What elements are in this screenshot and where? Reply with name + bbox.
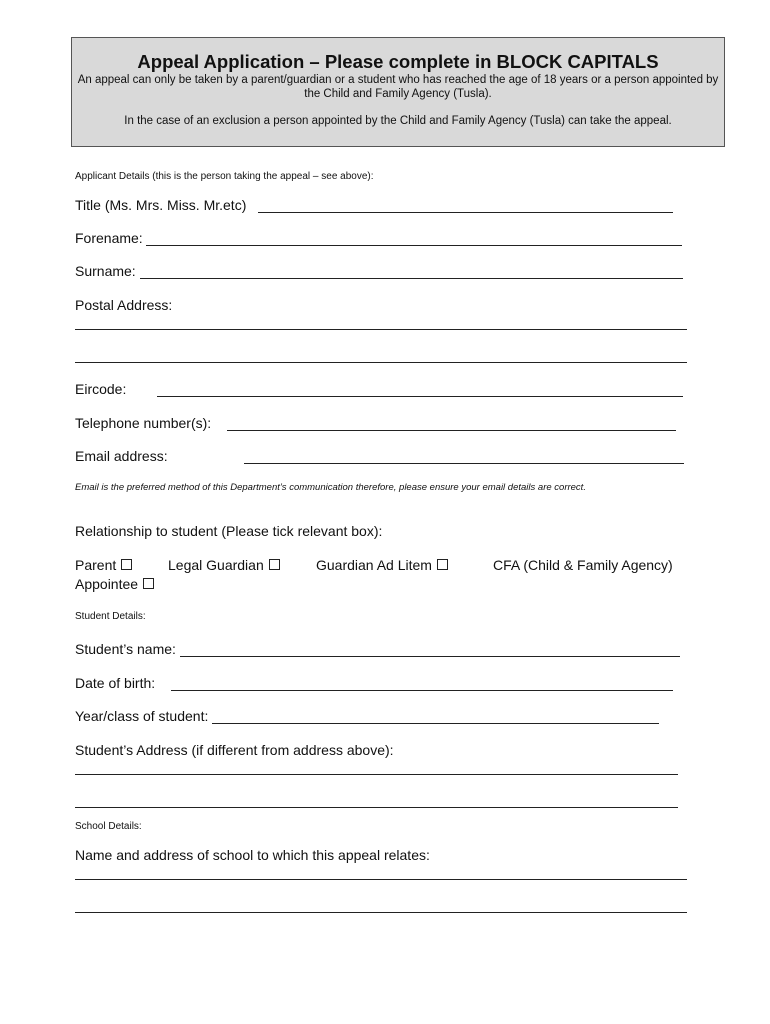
eligibility-text: An appeal can only be taken by a parent/guardian or a student who has reached the age of 18 years or a person appointed by the Child and Family Agency (Tusla). bbox=[77, 74, 719, 100]
email-input-line[interactable] bbox=[244, 463, 684, 464]
exclusion-text: In the case of an exclusion a person appointed by the Child and Family Agency (Tusla) can take the appeal. bbox=[124, 115, 672, 127]
student-address-line-2[interactable] bbox=[75, 807, 678, 808]
date-of-birth-input-line[interactable] bbox=[171, 690, 673, 691]
option-guardian-ad-litem-label: Guardian Ad Litem bbox=[316, 557, 432, 573]
forename-label: Forename: bbox=[75, 230, 143, 246]
option-legal-guardian[interactable] bbox=[168, 557, 280, 573]
surname-input-line[interactable] bbox=[140, 278, 683, 279]
form-header bbox=[71, 37, 725, 147]
option-cfa-label: CFA (Child & Family Agency) bbox=[493, 557, 673, 573]
postal-address-label-row bbox=[75, 297, 172, 313]
student-address-label-row bbox=[75, 742, 394, 758]
year-class-label: Year/class of student: bbox=[75, 708, 209, 724]
eircode-input-line[interactable] bbox=[157, 396, 683, 397]
title-field bbox=[75, 197, 673, 213]
option-parent-label: Parent bbox=[75, 557, 117, 573]
forename-field bbox=[75, 230, 682, 246]
student-name-input-line[interactable] bbox=[180, 656, 680, 657]
telephone-label: Telephone number(s): bbox=[75, 415, 212, 431]
date-of-birth-field bbox=[75, 675, 673, 691]
postal-address-label: Postal Address: bbox=[75, 297, 173, 313]
option-cfa[interactable] bbox=[493, 557, 673, 573]
student-address-line-1[interactable] bbox=[75, 774, 678, 775]
guardian-ad-litem-checkbox[interactable] bbox=[437, 559, 448, 570]
email-note: Email is the preferred method of this Department’s communication therefore, please ensure your email details are correct. bbox=[75, 482, 586, 493]
postal-address-line-2[interactable] bbox=[75, 362, 687, 363]
school-name-label-row bbox=[75, 847, 430, 863]
parent-checkbox[interactable] bbox=[121, 559, 132, 570]
applicant-section-label: Applicant Details (this is the person taking the appeal – see above): bbox=[75, 171, 374, 182]
option-appointee-label: Appointee bbox=[75, 576, 139, 592]
eircode-field bbox=[75, 381, 683, 397]
year-class-input-line[interactable] bbox=[212, 723, 659, 724]
email-field bbox=[75, 448, 684, 464]
option-parent[interactable] bbox=[75, 557, 132, 573]
telephone-field bbox=[75, 415, 676, 431]
year-class-field bbox=[75, 708, 659, 724]
postal-address-line-1[interactable] bbox=[75, 329, 687, 330]
appointee-checkbox[interactable] bbox=[143, 578, 154, 589]
forename-input-line[interactable] bbox=[146, 245, 682, 246]
school-address-line-1[interactable] bbox=[75, 879, 687, 880]
telephone-input-line[interactable] bbox=[227, 430, 676, 431]
legal-guardian-checkbox[interactable] bbox=[269, 559, 280, 570]
form-title: Appeal Application – Please complete in BLOCK CAPITALS bbox=[137, 51, 659, 72]
title-input-line[interactable] bbox=[258, 212, 673, 213]
student-address-label: Student’s Address (if different from address above): bbox=[75, 742, 394, 758]
email-label: Email address: bbox=[75, 448, 168, 464]
school-name-label: Name and address of school to which this appeal relates: bbox=[75, 847, 430, 863]
option-appointee[interactable] bbox=[75, 576, 154, 592]
student-section-label: Student Details: bbox=[75, 611, 146, 622]
school-section-label: School Details: bbox=[75, 821, 142, 832]
surname-label: Surname: bbox=[75, 263, 136, 279]
eircode-label: Eircode: bbox=[75, 381, 127, 397]
relationship-prompt: Relationship to student (Please tick relevant box): bbox=[75, 523, 383, 539]
relationship-prompt-row bbox=[75, 523, 382, 539]
title-label: Title (Ms. Mrs. Miss. Mr.etc) bbox=[75, 197, 247, 213]
option-legal-guardian-label: Legal Guardian bbox=[168, 557, 264, 573]
surname-field bbox=[75, 263, 683, 279]
option-guardian-ad-litem[interactable] bbox=[316, 557, 448, 573]
student-name-label: Student’s name: bbox=[75, 641, 176, 657]
date-of-birth-label: Date of birth: bbox=[75, 675, 156, 691]
school-address-line-2[interactable] bbox=[75, 912, 687, 913]
student-name-field bbox=[75, 641, 680, 657]
